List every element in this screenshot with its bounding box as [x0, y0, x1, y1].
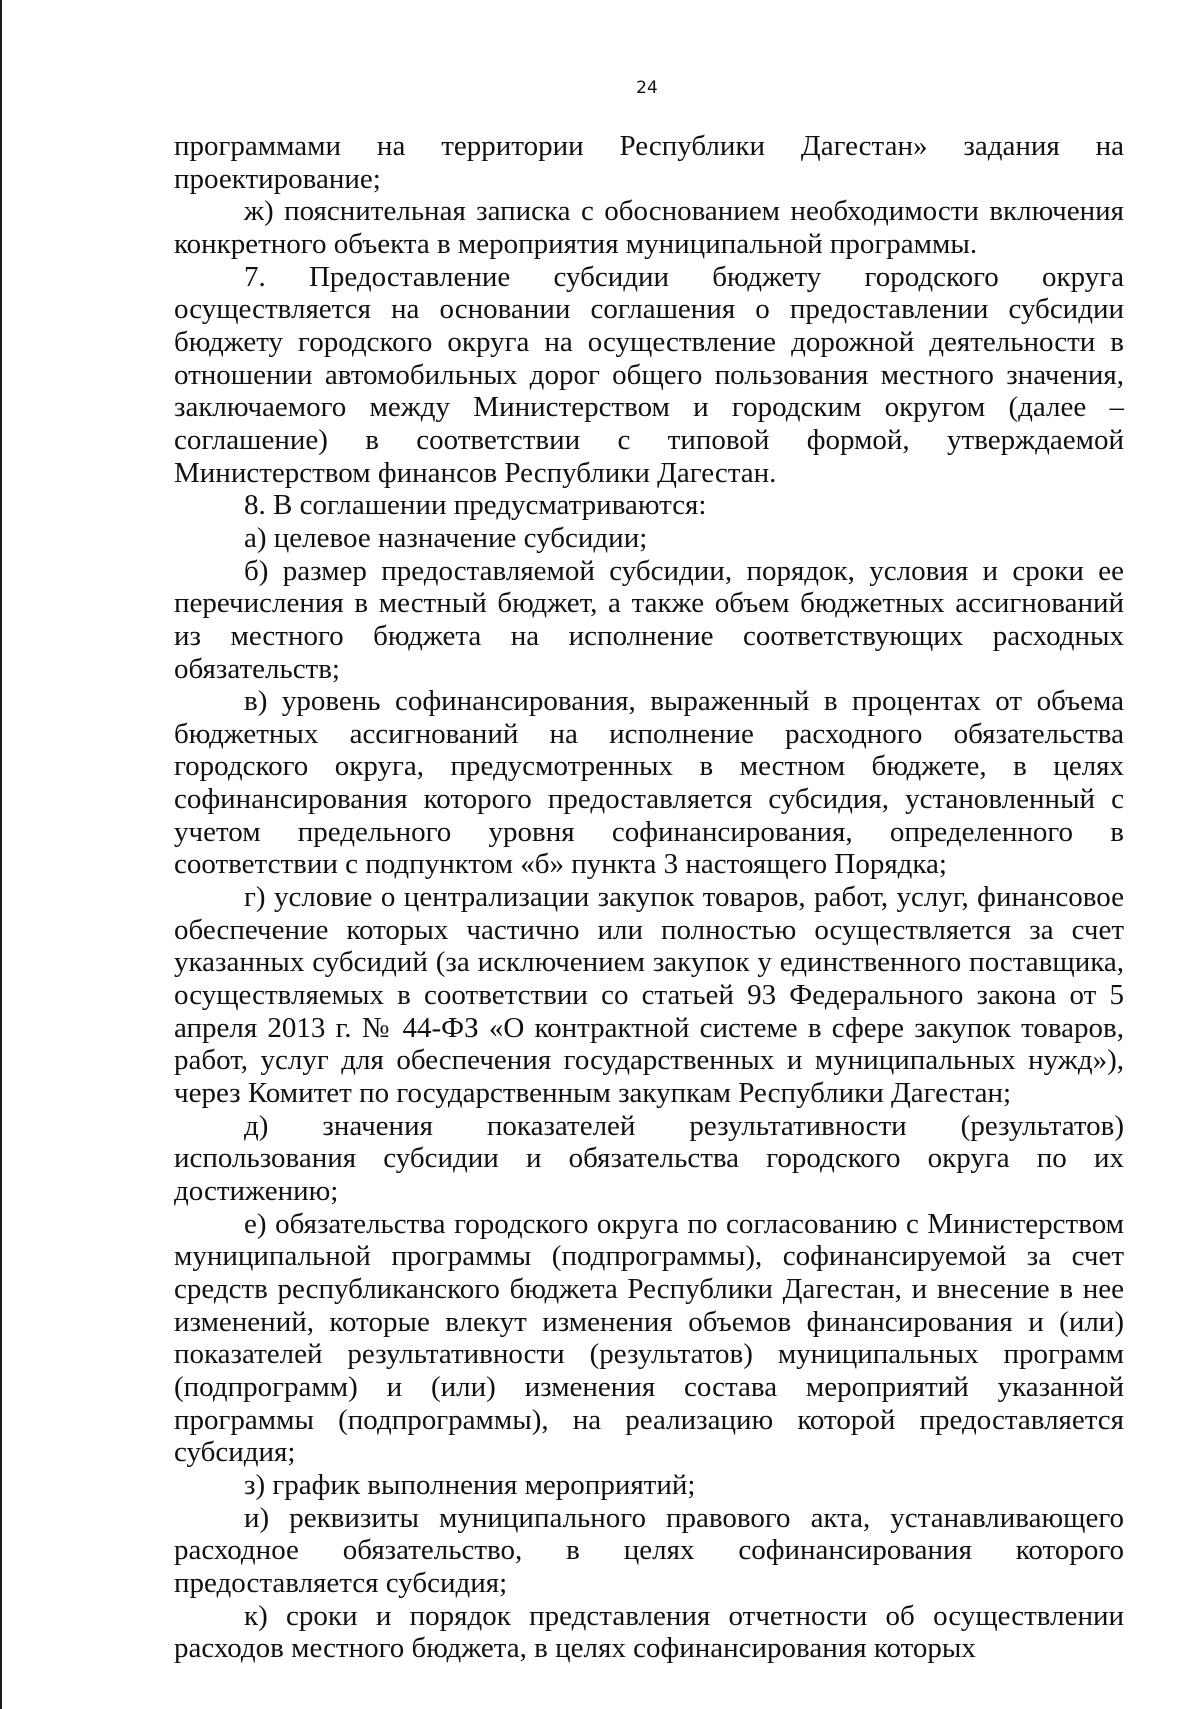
paragraph-item-k: к) сроки и порядок представления отчетности об осуществлении расходов местного бюджета, в целях софинансирования которых: [174, 1599, 1124, 1665]
paragraph-item-i: и) реквизиты муниципального правового акта, устанавливающего расходное обязательство, в целях софинансирования которого предоставляется субсидия;: [174, 1501, 1124, 1599]
paragraph-continuation: программами на территории Республики Дагестан» задания на проектирование;: [174, 130, 1124, 195]
paragraph-item-b: б) размер предоставляемой субсидии, порядок, условия и сроки ее перечисления в местный бюджет, а также объем бюджетных ассигнований из местного бюджета на исполнение соответствующих расходных обязательств;: [174, 554, 1124, 685]
paragraph-item-z: з) график выполнения мероприятий;: [244, 1468, 696, 1501]
paragraph-item-g: г) условие о централизации закупок товаров, работ, услуг, финансовое обеспечение которых частично или полностью осуществляется за счет указанных субсидий (за исключением закупок у единственного поставщика, осуществляемых в соответствии со статьей 93 Федерального закона от 5 апреля 2013 г. № 44-ФЗ «О контрактной системе в сфере закупок товаров, работ, услуг для обеспечения государственных и муниципальных нужд»), через Комитет по государственным закупкам Республики Дагестан;: [174, 881, 1124, 1110]
paragraph-section-7: 7. Предоставление субсидии бюджету городского округа осуществляется на основании соглашения о предоставлении субсидии бюджету городского округа на осуществление дорожной деятельности в отношении автомобильных дорог общего пользования местного значения, заключаемого между Министерством и городским округом (далее – соглашение) в соответствии с типовой формой, утверждаемой Министерством финансов Республики Дагестан.: [174, 260, 1124, 489]
document-body: [174, 130, 1124, 1665]
paragraph-section-8: 8. В соглашении предусматриваются:: [244, 489, 707, 522]
page-number: 24: [636, 78, 658, 98]
paragraph-item-a: а) целевое назначение субсидии;: [244, 521, 648, 554]
paragraph-item-e: е) обязательства городского округа по согласованию с Министерством муниципальной программы (подпрограммы), софинансируемой за счет средств республиканского бюджета Республики Дагестан, и внесение в нее изменений, которые влекут изменения объемов финансирования и (или) показателей результативности (результатов) муниципальных программ (подпрограмм) и (или) изменения состава мероприятий указанной программы (подпрограммы), на реализацию которой предоставляется субсидия;: [174, 1207, 1124, 1469]
paragraph-item-zh: ж) пояснительная записка с обоснованием необходимости включения конкретного объекта в мероприятия муниципальной программы.: [174, 195, 1124, 260]
paragraph-item-d: д) значения показателей результативности (результатов) использования субсидии и обязательства городского округа по их достижению;: [174, 1109, 1124, 1207]
paragraph-item-v: в) уровень софинансирования, выраженный в процентах от объема бюджетных ассигнований на исполнение расходного обязательства городского округа, предусмотренных в местном бюджете, в целях софинансирования которого предоставляется субсидия, установленный с учетом предельного уровня софинансирования, определенного в соответствии с подпунктом «б» пункта 3 настоящего Порядка;: [174, 685, 1124, 881]
